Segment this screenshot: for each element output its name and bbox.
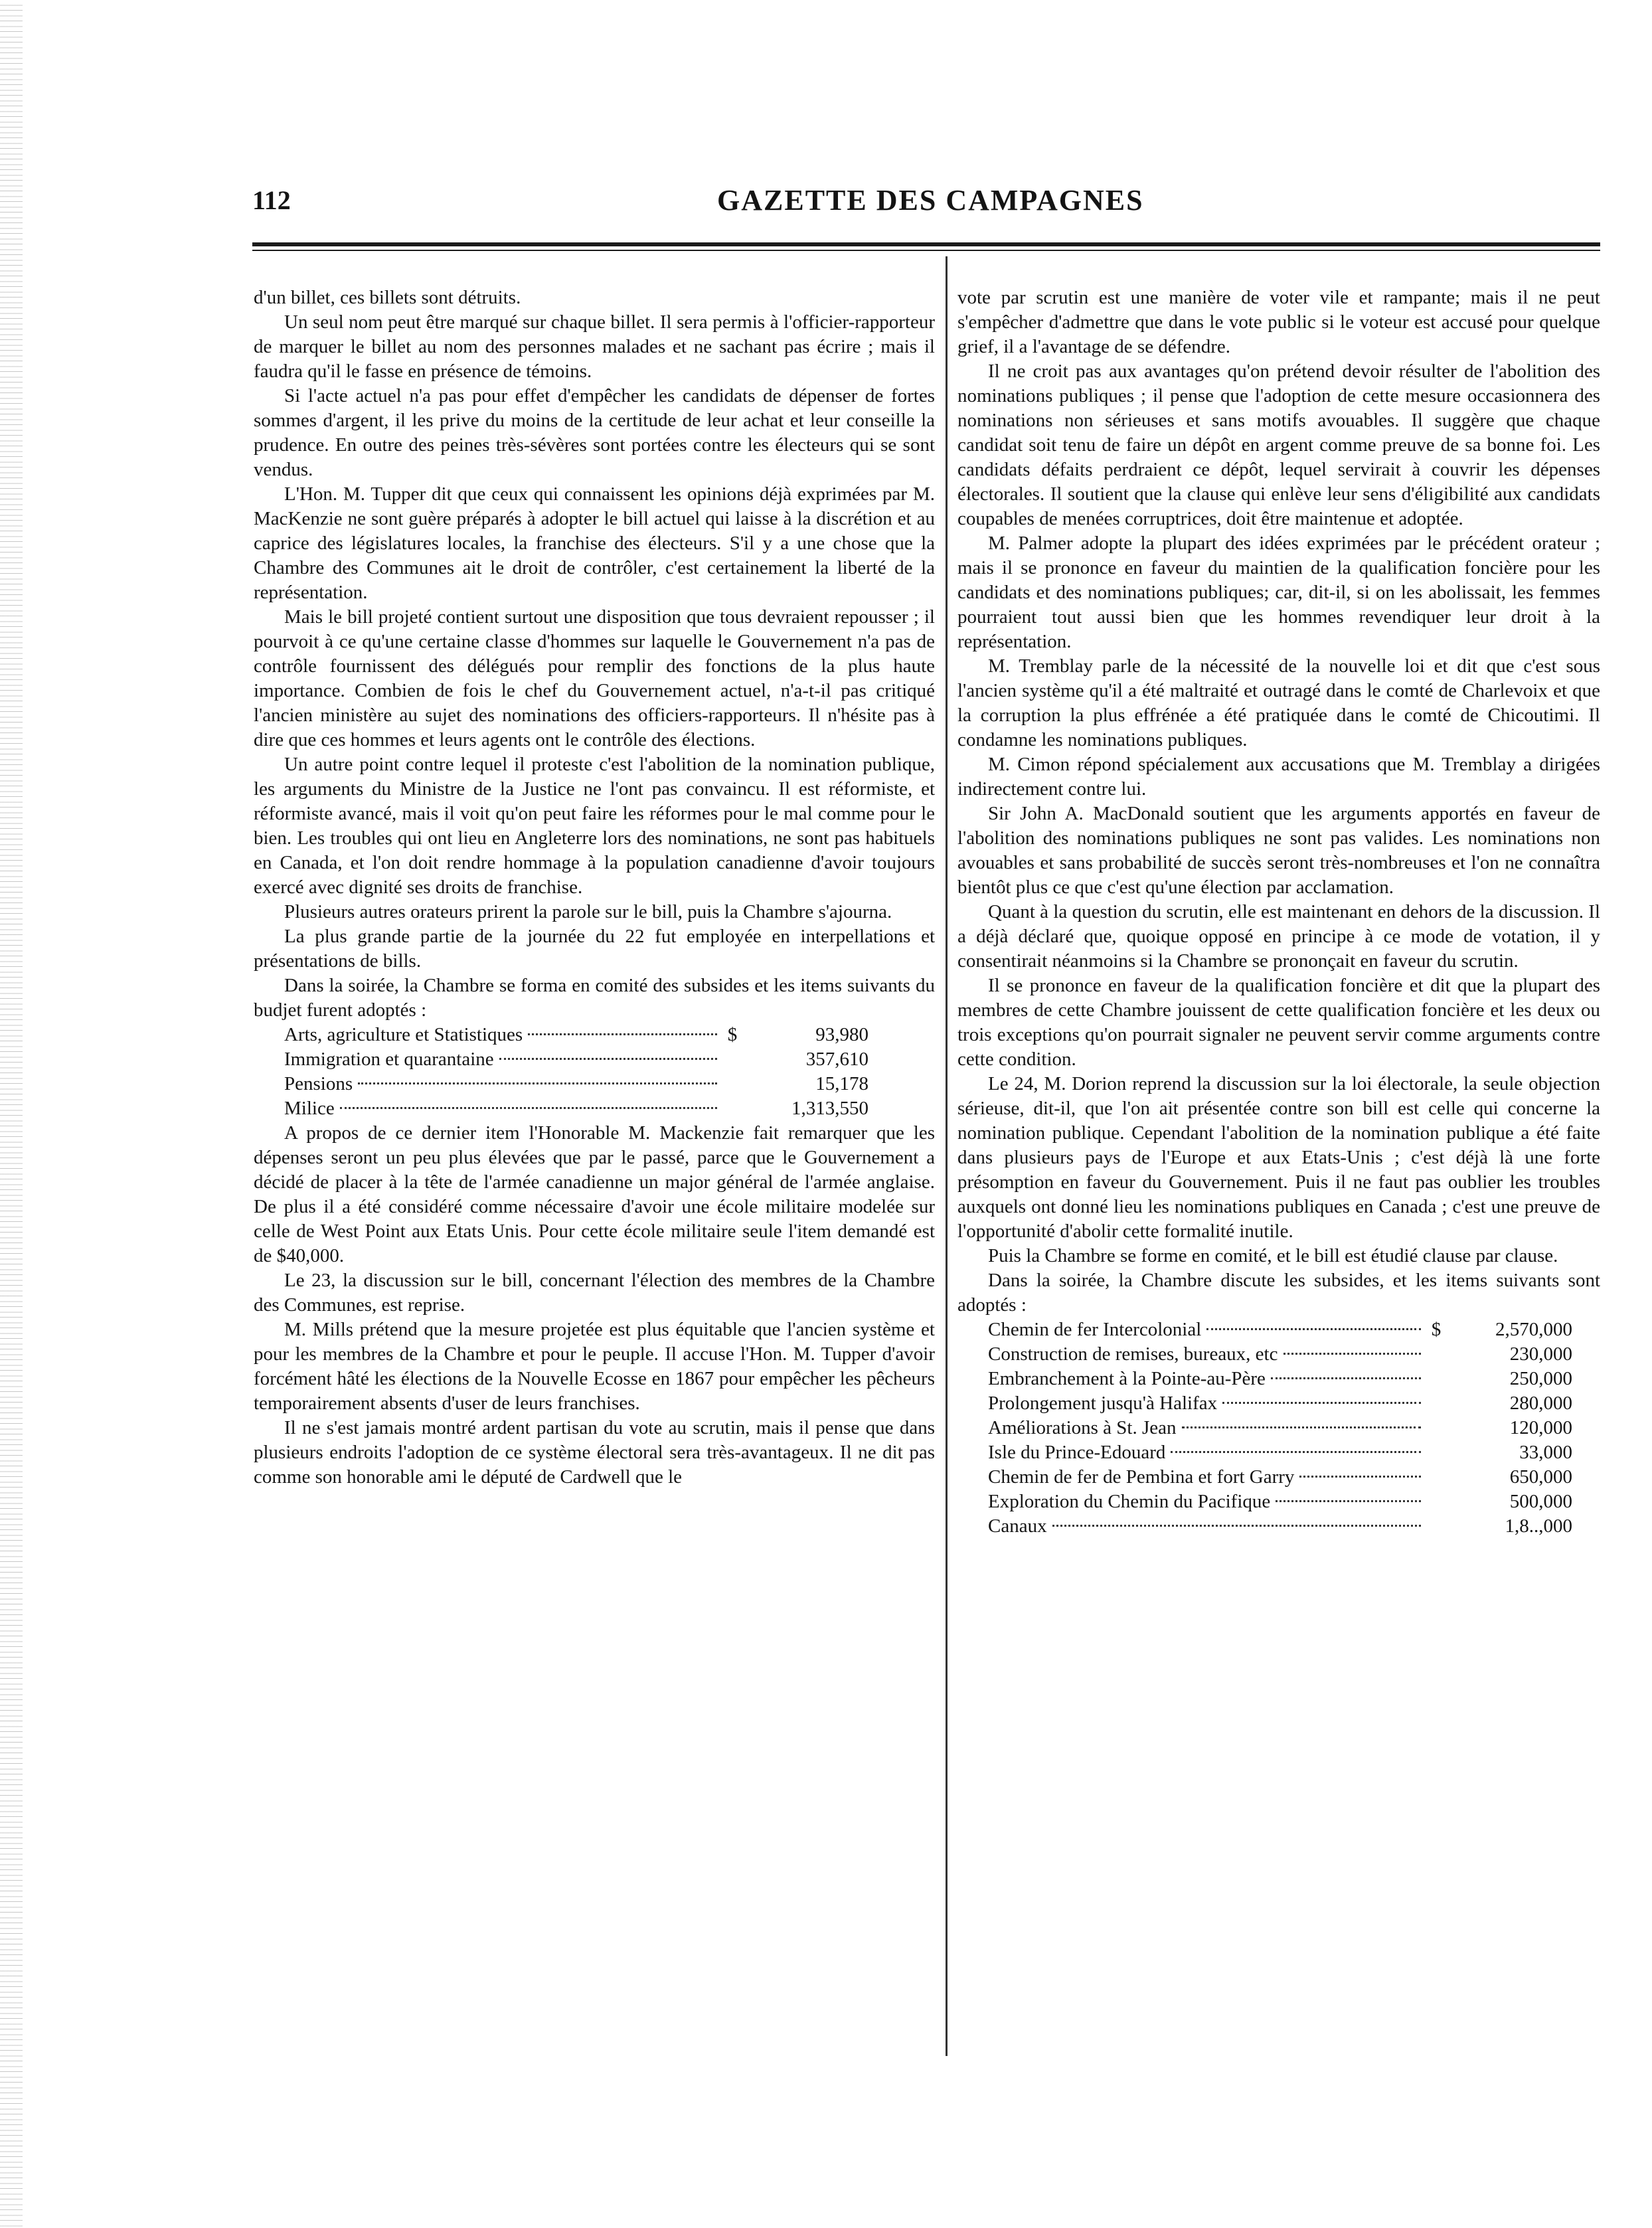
budget-amount: 280,000 xyxy=(1509,1393,1572,1414)
budget-amount: 230,000 xyxy=(1509,1343,1572,1365)
paragraph: L'Hon. M. Tupper dit que ceux qui connaissent les opinions déjà exprimées par M. MacKenzie ne sont guère préparés à adopter le bill actuel qui laisse à la discrétion et au caprice des législatures locales, la franchise des électeurs. S'il y a une chose que la Chambre des Communes ait le droit de contrôler, c'est certainement la liberté de la représentation. xyxy=(254,483,935,603)
budget-row xyxy=(284,1047,868,1072)
budget-item-label: Arts, agriculture et Statistiques xyxy=(284,1024,523,1045)
running-title: GAZETTE DES CAMPAGNES xyxy=(717,184,1144,216)
dot-leader xyxy=(1276,1500,1421,1502)
dot-leader xyxy=(358,1082,717,1084)
dot-leader xyxy=(1283,1353,1422,1355)
budget-row xyxy=(988,1391,1572,1416)
budget-amount: 357,610 xyxy=(805,1049,868,1070)
budget-item-label: Exploration du Chemin du Pacifique xyxy=(988,1491,1271,1512)
header-rule xyxy=(252,242,1600,246)
paragraph: Plusieurs autres orateurs prirent la parole sur le bill, puis la Chambre s'ajourna. xyxy=(284,901,892,922)
dot-leader xyxy=(340,1107,717,1109)
budget-amount: 1,8..,000 xyxy=(1505,1515,1572,1537)
header-rule-thin xyxy=(252,250,1600,251)
budget-amount: 500,000 xyxy=(1509,1491,1572,1512)
budget-row xyxy=(988,1318,1572,1342)
paragraph: Il ne s'est jamais montré ardent partisan du vote au scrutin, mais il pense que dans plusieurs endroits l'adoption de ce système électoral sera très-avantageux. Il ne dit pas comme son honorable ami le député de Cardwell que le xyxy=(254,1417,935,1488)
paragraph: La plus grande partie de la journée du 22 fut employée en interpellations et présentations de bills. xyxy=(254,926,935,972)
paragraph: M. Tremblay parle de la nécessité de la nouvelle loi et dit que c'est sous l'ancien système qu'il a été maltraité et outragé dans le comté de Charlevoix et que la corruption la plus effrénée a été pratiquée dans le comté de Chicoutimi. Il condamne les nominations publiques. xyxy=(957,655,1600,750)
paragraph: M. Palmer adopte la plupart des idées exprimées par le précédent orateur ; mais il se prononce en faveur du maintien de la qualification foncière pour les candidats et des nominations publiques; car, dit-il, si on les abolissait, les femmes pourraient tout aussi bien que les hommes revendiquer leur droit à la représentation. xyxy=(957,533,1600,652)
dot-leader xyxy=(1222,1402,1421,1404)
budget-amount: 93,980 xyxy=(815,1024,868,1045)
dot-leader xyxy=(1182,1426,1421,1428)
paragraph: Dans la soirée, la Chambre discute les subsides, et les items suivants sont adoptés : xyxy=(957,1270,1600,1316)
budget-item-label: Embranchement à la Pointe-au-Père xyxy=(988,1368,1266,1389)
paragraph: Mais le bill projeté contient surtout une disposition que tous devraient repousser ; il pourvoit à ce qu'une certaine classe d'hommes sur laquelle le Gouvernement n'a pas de contrôle fournissent des délégués pour remplir des fonctions de la plus haute importance. Combien de fois le chef du Gouvernement actuel, n'a-t-il pas critiqué l'ancien ministère au sujet des nominations des officiers-rapporteurs. Il n'hésite pas à dire que ces hommes et leurs agents ont le contrôle des élections. xyxy=(254,606,935,750)
budget-row xyxy=(988,1465,1572,1490)
budget-row xyxy=(988,1416,1572,1440)
paragraph: vote par scrutin est une manière de voter vile et rampante; mais il ne peut s'empêcher d'admettre que dans le vote public si le voteur est accusé pour quelque grief, il a l'avantage de se défendre. xyxy=(957,287,1600,357)
dot-leader xyxy=(528,1033,717,1035)
budget-row xyxy=(988,1367,1572,1391)
budget-row xyxy=(988,1490,1572,1514)
budget-row xyxy=(284,1072,868,1096)
budget-currency: $ xyxy=(1431,1319,1442,1340)
page-number: 112 xyxy=(252,185,291,215)
budget-amount: 2,570,000 xyxy=(1495,1319,1572,1340)
budget-item-label: Immigration et quarantaine xyxy=(284,1049,494,1070)
budget-item-label: Pensions xyxy=(284,1073,353,1094)
budget-amount: 1,313,550 xyxy=(791,1098,868,1119)
budget-item-label: Améliorations à St. Jean xyxy=(988,1417,1177,1438)
paragraph: Le 23, la discussion sur le bill, concernant l'élection des membres de la Chambre des Communes, est reprise. xyxy=(254,1270,935,1316)
paragraph: Il se prononce en faveur de la qualification foncière et dit que la plupart des membres de cette Chambre jouissent de cette qualification foncière et les deux ou trois exceptions qu'on pourrait signaler ne peuvent servir comme arguments contre cette condition. xyxy=(957,975,1600,1070)
budget-amount: 120,000 xyxy=(1509,1417,1572,1438)
dot-leader xyxy=(1206,1328,1421,1330)
budget-row xyxy=(988,1440,1572,1465)
paragraph: Un autre point contre lequel il proteste c'est l'abolition de la nomination publique, les arguments du Ministre de la Justice ne l'ont pas convaincu. Il est réformiste, et réformiste avancé, mais il voit qu'on peut faire les réformes pour le mal comme pour le bien. Les troubles qui ont lieu en Angleterre lors des nominations, ne sont pas habituels en Canada, et l'on doit rendre hommage à la population canadienne d'avoir toujours exercé avec dignité ses droits de franchise. xyxy=(254,754,935,898)
budget-amount: 33,000 xyxy=(1519,1442,1572,1463)
right-column xyxy=(957,286,1600,1539)
dot-leader xyxy=(1052,1525,1421,1527)
column-divider xyxy=(946,256,948,2056)
dot-leader xyxy=(1171,1451,1421,1453)
dot-leader xyxy=(1299,1476,1421,1478)
budget-currency: $ xyxy=(727,1024,738,1045)
paragraph: Dans la soirée, la Chambre se forma en comité des subsides et les items suivants du budjet furent adoptés : xyxy=(254,975,935,1021)
budget-item-label: Isle du Prince-Edouard xyxy=(988,1442,1166,1463)
paragraph: M. Mills prétend que la mesure projetée est plus équitable que l'ancien système et pour les membres de la Chambre et pour le peuple. Il accuse l'Hon. M. Tupper d'avoir forcément hâté les élections de la Nouvelle Ecosse en 1867 pour empêcher les pêcheurs temporairement absents d'user de leurs franchises. xyxy=(254,1319,935,1414)
budget-row xyxy=(284,1023,868,1047)
dot-leader xyxy=(499,1058,717,1060)
paragraph: Quant à la question du scrutin, elle est maintenant en dehors de la discussion. Il a déjà déclaré que, quoique opposé en principe à ce mode de votation, il y consentirait néanmoins si la Chambre se prononçait en faveur du scrutin. xyxy=(957,901,1600,972)
budget-row xyxy=(988,1342,1572,1367)
budget-item-label: Construction de remises, bureaux, etc xyxy=(988,1343,1278,1365)
paragraph: d'un billet, ces billets sont détruits. xyxy=(254,287,521,308)
budget-table xyxy=(284,1023,868,1121)
paragraph: Le 24, M. Dorion reprend la discussion sur la loi électorale, la seule objection sérieuse, dit-il, que l'on ait présentée contre son bill est celle qui concerne la nomination publique. Cependant l'abolition de la nomination publique a été faite dans plusieurs pays de l'Europe et aux Etats-Unis ; c'est déjà là une forte présomption en faveur du Gouvernement. Puis il ne faut pas oublier les troubles auxquels ont donné lieu les nominations publiques en Canada ; c'est une preuve de l'opportunité d'abolir cette formalité inutile. xyxy=(957,1073,1600,1242)
budget-amount: 15,178 xyxy=(815,1073,868,1094)
budget-amount: 250,000 xyxy=(1509,1368,1572,1389)
paragraph: Sir John A. MacDonald soutient que les arguments apportés en faveur de l'abolition des nominations publiques ne sont pas valides. Les nominations non avouables et sans probabilité de succès seront très-nombreuses et l'on ne connaîtra bientôt plus ce que c'est qu'une élection par acclamation. xyxy=(957,803,1600,898)
paragraph: Puis la Chambre se forme en comité, et le bill est étudié clause par clause. xyxy=(988,1245,1558,1266)
paragraph: Si l'acte actuel n'a pas pour effet d'empêcher les candidats de dépenser de fortes sommes d'argent, il les prive du moins de la certitude de leur achat et leur conseille la prudence. En outre des peines très-sévères sont portées contre les électeurs qui se sont vendus. xyxy=(254,385,935,480)
paragraph: Il ne croit pas aux avantages qu'on prétend devoir résulter de l'abolition des nominations publiques ; il pense que l'adoption de cette mesure occasionnera des nominations non sérieuses et sans motifs avouables. Il suggère que chaque candidat soit tenu de faire un dépôt en argent comme preuve de sa bonne foi. Les candidats défaits perdraient ce dépôt, lequel servirait à couvrir les dépenses électorales. Il soutient que la clause qui enlève leur sens d'éligibilité aux candidats coupables de menées corruptrices, doit être maintenue et adoptée. xyxy=(957,361,1600,529)
budget-table xyxy=(988,1318,1572,1539)
budget-item-label: Prolongement jusqu'à Halifax xyxy=(988,1393,1218,1414)
paragraph: Un seul nom peut être marqué sur chaque billet. Il sera permis à l'officier-rapporteur de marquer le billet au nom des personnes malades et ne sachant pas écrire ; mais il faudra qu'il le fasse en présence de témoins. xyxy=(254,311,935,382)
budget-row xyxy=(988,1514,1572,1539)
budget-amount: 650,000 xyxy=(1509,1466,1572,1488)
left-column xyxy=(254,286,935,1490)
dot-leader xyxy=(1271,1377,1421,1379)
budget-row xyxy=(284,1096,868,1121)
budget-item-label: Chemin de fer Intercolonial xyxy=(988,1319,1202,1340)
paragraph: M. Cimon répond spécialement aux accusations que M. Tremblay a dirigées indirectement contre lui. xyxy=(957,754,1600,800)
budget-item-label: Canaux xyxy=(988,1515,1047,1537)
budget-item-label: Chemin de fer de Pembina et fort Garry xyxy=(988,1466,1295,1488)
scanned-page-edge xyxy=(0,0,23,2228)
budget-item-label: Milice xyxy=(284,1098,335,1119)
paragraph: A propos de ce dernier item l'Honorable M. Mackenzie fait remarquer que les dépenses seront un peu plus élevées que par le passé, parce que le Gouvernement a décidé de placer à la tête de l'armée canadienne un major général de l'armée anglaise. De plus il a été considéré comme nécessaire d'avoir une école militaire modelée sur celle de West Point aux Etats Unis. Pour cette école militaire seule l'item demandé est de $40,000. xyxy=(254,1122,935,1266)
